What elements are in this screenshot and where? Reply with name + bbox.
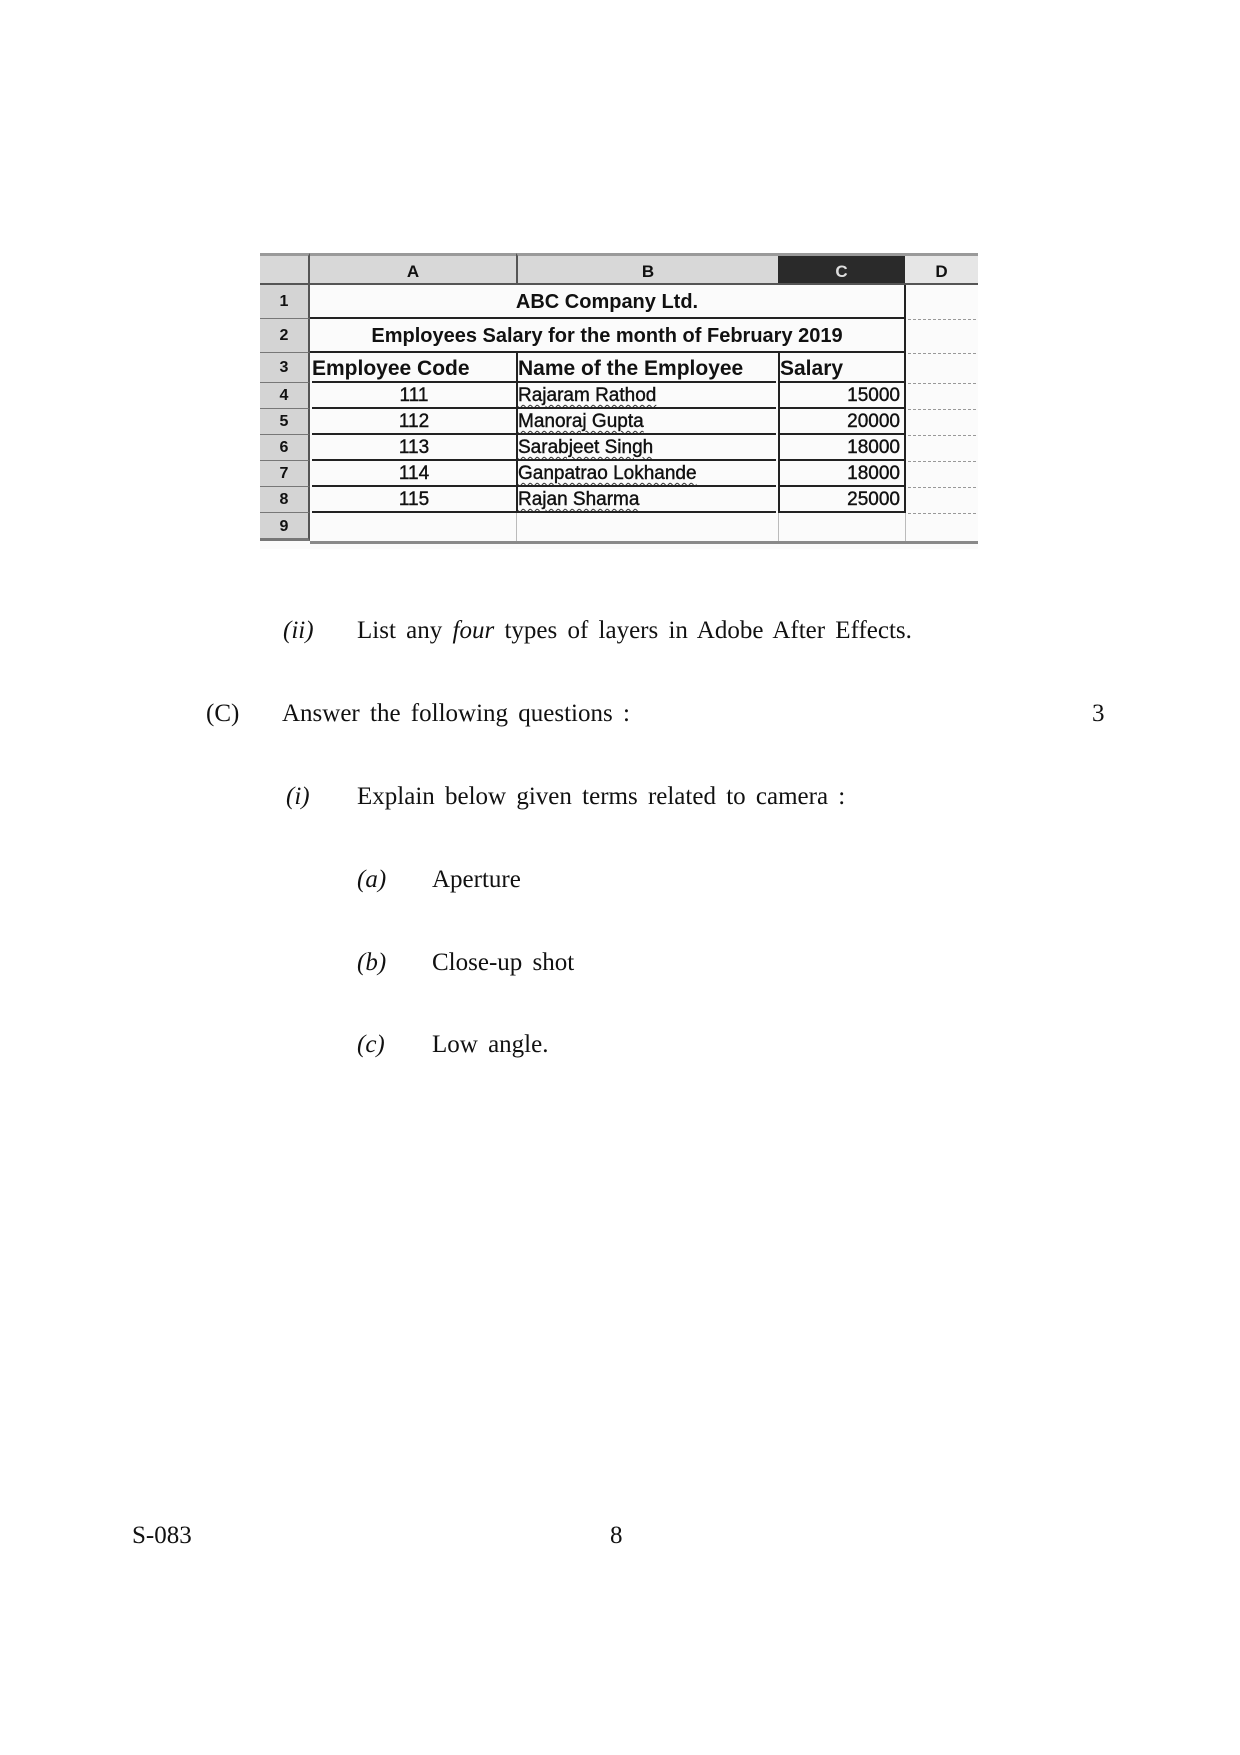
- question-ii-text: [357, 617, 912, 645]
- paper-code: S-083: [132, 1522, 192, 1549]
- question-number: (i): [286, 783, 310, 810]
- page-number: 8: [610, 1522, 623, 1549]
- employee-code-cell: 112: [312, 409, 516, 435]
- section-c-label: (C): [206, 700, 240, 727]
- grid-line: [778, 353, 780, 513]
- grid-line: [908, 461, 976, 463]
- grid-line: [778, 513, 779, 541]
- question-i-number: [286, 783, 310, 811]
- grid-line: [908, 435, 976, 437]
- column-header-c: C: [778, 253, 905, 285]
- question-ii: [283, 617, 314, 645]
- question-text: types of layers in Adobe After Effects.: [494, 617, 912, 644]
- employee-name-text: Sarabjeet Singh: [518, 437, 654, 458]
- column-header-d: D: [905, 253, 978, 285]
- sheet-corner: [260, 253, 310, 285]
- employee-name-text: Rajan Sharma: [518, 489, 640, 510]
- row-number: 6: [260, 435, 310, 461]
- row-number: 1: [260, 285, 310, 319]
- salary-cell: 18000: [780, 435, 906, 461]
- salary-cell: 18000: [780, 461, 906, 487]
- row-number: 9: [260, 513, 310, 541]
- employee-name-cell: [518, 487, 776, 513]
- term-a-text: Aperture: [432, 866, 521, 893]
- term-label: (b): [357, 949, 387, 976]
- term-label: (c): [357, 1031, 385, 1058]
- grid-line: [908, 487, 976, 489]
- header-employee-code: Employee Code: [312, 353, 516, 383]
- employee-code-cell: 111: [312, 383, 516, 409]
- grid-line: [908, 383, 976, 385]
- salary-cell: 20000: [780, 409, 906, 435]
- row-number: 5: [260, 409, 310, 435]
- row-number: 3: [260, 353, 310, 383]
- employee-name-cell: [518, 383, 776, 409]
- term-b-text: Close-up shot: [432, 949, 575, 976]
- employee-code-cell: 115: [312, 487, 516, 513]
- salary-spreadsheet-image: [260, 253, 978, 549]
- column-header-b: B: [516, 253, 778, 285]
- header-employee-name: Name of the Employee: [518, 353, 776, 383]
- term-c-text: Low angle.: [432, 1031, 549, 1058]
- sheet-title: ABC Company Ltd.: [310, 285, 906, 319]
- employee-name-text: Rajaram Rathod: [518, 385, 657, 406]
- term-c-label: [357, 1031, 385, 1059]
- grid-line: [908, 353, 976, 355]
- section-c-marks: 3: [1092, 700, 1105, 727]
- grid-line: [908, 409, 976, 411]
- employee-name-cell: [518, 435, 776, 461]
- question-i-text: Explain below given terms related to camera :: [357, 783, 846, 810]
- question-number: (ii): [283, 617, 314, 644]
- employee-code-cell: 113: [312, 435, 516, 461]
- row-number: 2: [260, 319, 310, 353]
- sheet-bottom-edge: [310, 541, 978, 544]
- question-emphasis: four: [452, 617, 495, 644]
- section-c-text: Answer the following questions :: [282, 700, 630, 727]
- employee-name-text: Ganpatrao Lokhande: [518, 463, 697, 484]
- employee-code-cell: 114: [312, 461, 516, 487]
- term-label: (a): [357, 866, 387, 893]
- grid-line: [905, 513, 906, 541]
- salary-cell: 25000: [780, 487, 906, 513]
- sheet-subtitle: Employees Salary for the month of February 2019: [310, 319, 906, 353]
- grid-line: [908, 319, 976, 321]
- column-header-a: A: [310, 253, 516, 285]
- row-number: 8: [260, 487, 310, 513]
- employee-name-cell: [518, 461, 776, 487]
- question-text: List any: [357, 617, 453, 644]
- header-salary: Salary: [780, 353, 906, 383]
- row-number: 4: [260, 383, 310, 409]
- term-a-label: [357, 866, 386, 894]
- grid-line: [516, 353, 518, 513]
- salary-cell: 15000: [780, 383, 906, 409]
- row-number: 7: [260, 461, 310, 487]
- employee-name-text: Manoraj Gupta: [518, 411, 644, 432]
- grid-line: [908, 513, 976, 515]
- term-b-label: [357, 949, 386, 977]
- employee-name-cell: [518, 409, 776, 435]
- grid-line: [516, 513, 517, 541]
